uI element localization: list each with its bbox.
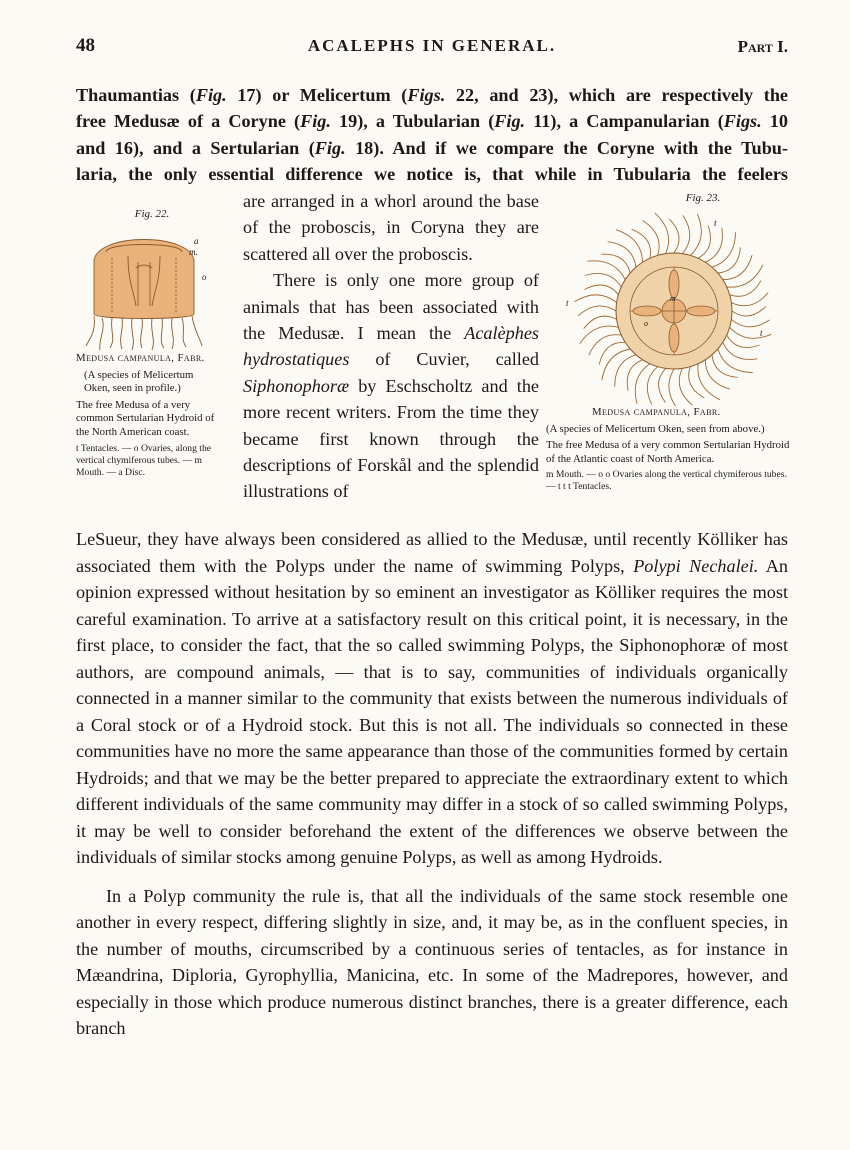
label-t-left: t	[566, 298, 569, 308]
tentacle	[731, 293, 768, 306]
tentacle	[627, 360, 642, 391]
part-label: Part I.	[737, 37, 788, 56]
label-t-top: t	[714, 218, 717, 228]
label-a: a	[194, 236, 199, 246]
middle-column-text	[243, 188, 539, 505]
tentacle	[712, 355, 738, 378]
figure-23	[546, 192, 790, 496]
main-text	[76, 526, 788, 1042]
medusa-profile-illustration	[76, 222, 228, 352]
tentacle	[578, 306, 616, 316]
paragraph-polyp-community: In a Polyp community the rule is, that all the individuals of the same stock resemble one another in every respect, differing slightly in size, and, it may be, as in the confluent species, in the number of mouths, circumscribed by a continuous series of tentacles, as for instance in Mæandrina, Diploria, Gyrophyllia, Manicina, etc. In some of the Madrepores, however, and especially in those which produce numerous distinct branches, there is a greater difference, each branch	[76, 885, 788, 1038]
tentacle	[690, 214, 701, 256]
paragraph-siphonophorae: There is only one more group of animals that has been associated with the Medusæ. I mean the Acalèphes hydrostatiques of Cuvier, called Siphonophoræ by Eschscholtz and the more recent writers. From the time they became first known through the descriptions of Forskål and the splendid illustrations of	[243, 270, 539, 502]
tentacle	[602, 254, 631, 273]
tentacle	[599, 342, 625, 364]
tentacle	[723, 342, 758, 359]
label-m: m	[670, 294, 676, 303]
tentacle	[730, 327, 772, 338]
tentacle	[615, 355, 636, 387]
label-t-right: t	[760, 328, 763, 338]
tentacle	[732, 306, 766, 316]
figure-23-label: Fig. 23.	[685, 192, 721, 204]
tentacle	[727, 265, 763, 287]
intro-line: Thaumantias (Fig. 17) or Melicertum (Figs. 22, and 23), which are respectively the	[76, 85, 789, 105]
tentacle	[584, 316, 617, 328]
tentacle	[659, 368, 666, 402]
tentacle	[682, 215, 690, 253]
paragraph-lesueur: LeSueur, they have always been considered as allied to the Medusæ, until recently Kölliker has associated them with the Polyps under the name of swimming Polyps, Polypi Nechalei. An opinion expressed without hesitation by so eminent an investigator as Kölliker requires the most careful examination. To arrive at a satisfactory result on this critical point, it is necessary, in the first place, to consider the fact, that the so called swimming Polyps, the Siphonophoræ of most authors, are compound animals, — that is to say, communities of individuals organically connected in a manner similar to the community that exists between the numerous individuals of a Coral stock or of a Hydroid stock. But this is not all. The individuals so connected in these communities have no more the same appearance than those of the communities formed by certain Hydroids; and that we may be the better prepared to appreciate the extraordinary extent to which different individuals of the same community may differ in a stock of so called swimming Polyps, it may be well to consider beforehand the extent of the differences we observe between the individuals of similar stocks among genuine Polyps, as well as among Hydroids.	[76, 529, 788, 867]
page-number: 48	[76, 35, 95, 56]
intro-line: free Medusæ of a Coryne (Fig. 19), a Tubularian (Fig. 11), a Campanularian (Figs. 10	[76, 111, 788, 132]
label-o: o	[202, 272, 207, 282]
tentacle	[585, 285, 619, 295]
tentacle	[689, 367, 705, 398]
running-header	[76, 35, 788, 63]
paragraph-continuation: are arranged in a whorl around the base of the proboscis, in Coryna they are scattered all over the proboscis.	[243, 191, 539, 264]
tentacle	[589, 335, 621, 356]
tentacle	[705, 228, 722, 263]
running-title: ACALEPHS IN GENERAL.	[307, 36, 557, 55]
tentacle	[669, 369, 679, 406]
tentacle	[647, 367, 657, 405]
tentacle	[718, 349, 753, 373]
tentacle	[574, 295, 616, 303]
figure-22-label: Fig. 22.	[134, 208, 170, 220]
tentacle	[730, 281, 761, 297]
tentacle	[587, 261, 625, 280]
intro-line: laria, the only essential difference we notice is, that while in Tubularia the feelers	[76, 164, 788, 185]
tentacle	[698, 364, 720, 400]
label-o: o	[644, 319, 648, 328]
figure-22-caption: Medusa campanula, Fabr. (A species of Melicertum Oken, seen in profile.) The free Medusa of a very common Sertularian Hydroid of the North American coast. t Tentacles. — o Ovaries, along the vertical chymiferous tubes. — m Mouth. — a Disc.	[76, 352, 215, 478]
tentacle	[679, 368, 692, 405]
tentacle	[655, 213, 669, 254]
tentacle	[718, 247, 741, 273]
tentacle	[669, 219, 679, 253]
figure-23-caption: Medusa campanula, Fabr. (A species of Melicertum Oken, seen from above.) The free Medusa of a very common Sertularian Hydroid of the Atlantic coast of North America. m Mouth. — o o Ovaries along the vertical chymiferous tubes. — t t t Tentacles.	[546, 406, 790, 493]
tentacle	[731, 319, 769, 327]
tentacle	[712, 232, 736, 267]
intro-paragraph	[76, 82, 788, 188]
figure-22	[76, 208, 228, 482]
intro-line: and 16), and a Sertularian (Fig. 18). And if we compare the Coryne with the Tubu-	[76, 137, 788, 158]
label-m: m.	[189, 247, 198, 257]
medusa-top-view-illustration	[546, 206, 790, 406]
